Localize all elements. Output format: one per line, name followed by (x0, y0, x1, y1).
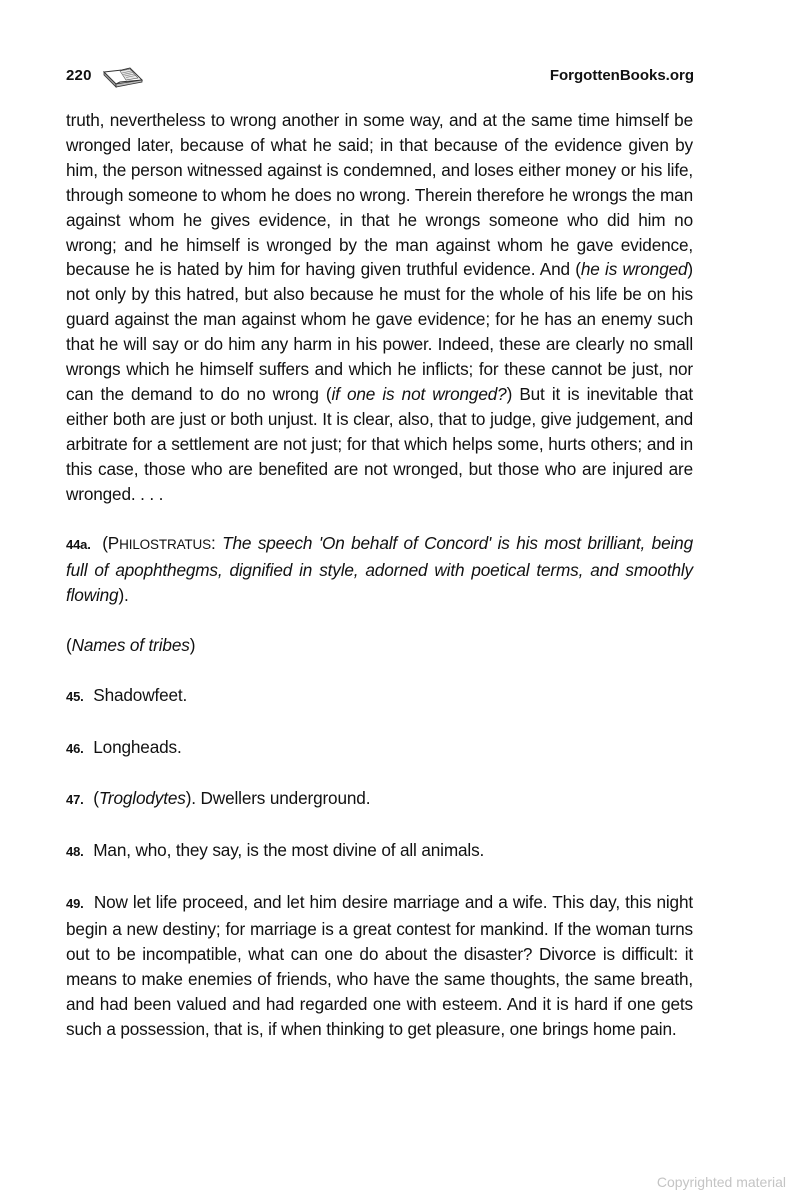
fragment-45 (66, 683, 693, 710)
text-run: ) But it is inevitable that either both are just or both unjust. It is clear, also, that to judge, give judgement, and arbitrate for a settlement are not just; for that which helps some, hurts others; and in this case, those who are benefited are not wronged, but those who are injured are wronged. . . . (66, 383, 693, 504)
page-number: 220 (66, 67, 92, 84)
page-header (66, 64, 694, 90)
paragraph-continuation (66, 108, 693, 507)
text-run: ( (66, 635, 72, 655)
fragment-44a (66, 531, 693, 608)
italic-run: if one is not wronged? (331, 383, 507, 404)
text-run: ). Dwellers underground. (185, 788, 371, 809)
fragment-49 (66, 890, 693, 1041)
fragment-number: 44a. (66, 537, 91, 553)
text-run: Longheads. (93, 736, 182, 757)
section-heading-tribes (66, 633, 693, 658)
fragment-48 (66, 838, 693, 865)
fragment-number: 47. (66, 792, 84, 808)
italic-run: Troglodytes (98, 788, 186, 809)
text-run: truth, nevertheless to wrong another in some way, and at the same time himself be wronged later, because of what he said; in that because of the evidence given by him, the person witnessed against is condemned, and loses either money or his life, through someone to whom he does no wrong. Therein therefore he wrongs the man against whom he gives evidence, in that he wrongs someone who did him no wrong; and he himself is wronged by the man against whom he gave evidence, because he is hated by him for having given truthful evidence. And ( (66, 110, 693, 280)
text-run: Now let life proceed, and let him desire marriage and a wife. This day, this night begin a new destiny; for marriage is a great contest for mankind. If the woman turns out to be incompatible, what can one do about the disaster? Divorce is difficult: it means to make enemies of friends, who have the same thoughts, the same breath, and had been valued and had regarded one with esteem. And it is hard if one gets such a possession, that is, if when thinking to get pleasure, one brings home pain. (66, 891, 693, 1039)
fragment-number: 45. (66, 688, 84, 704)
italic-run: he is wronged (580, 259, 688, 280)
text-run: : (211, 533, 223, 554)
fragment-number: 46. (66, 740, 84, 756)
text-run: ). (118, 585, 129, 606)
fragment-47 (66, 786, 693, 813)
italic-run: Names of tribes (71, 635, 190, 655)
site-name: ForgottenBooks.org (549, 67, 694, 84)
text-run: Man, who, they say, is the most divine of all animals. (93, 840, 485, 861)
fragment-number: 48. (66, 844, 84, 860)
italic-run: The speech 'On behalf of Concord' is his most brilliant, being full of apophthegms, dignified in style, adorned with poetical terms, and smoothly flowing (66, 533, 693, 606)
text-run: ( (93, 788, 99, 809)
copyright-watermark: Copyrighted material (656, 1174, 786, 1190)
page-body (66, 108, 693, 1041)
text-run: Shadowfeet. (93, 684, 188, 705)
text-run: ) not only by this hatred, but also because he must for the whole of his life be on his guard against the man against whom he gave evidence; for he has an enemy such that he will say or do him any harm in his power. Indeed, these are clearly no small wrongs which he himself suffers and which he inflicts; for these cannot be just, nor can the demand to do no wrong ( (66, 259, 693, 404)
fragment-number: 49. (66, 895, 84, 911)
author-name-smallcaps: HILOSTRATUS (119, 537, 211, 553)
text-run: ) (189, 635, 196, 655)
author-name: P (107, 533, 120, 554)
open-book-icon (102, 64, 144, 88)
text-run: ( (102, 533, 108, 554)
fragment-46 (66, 735, 693, 762)
